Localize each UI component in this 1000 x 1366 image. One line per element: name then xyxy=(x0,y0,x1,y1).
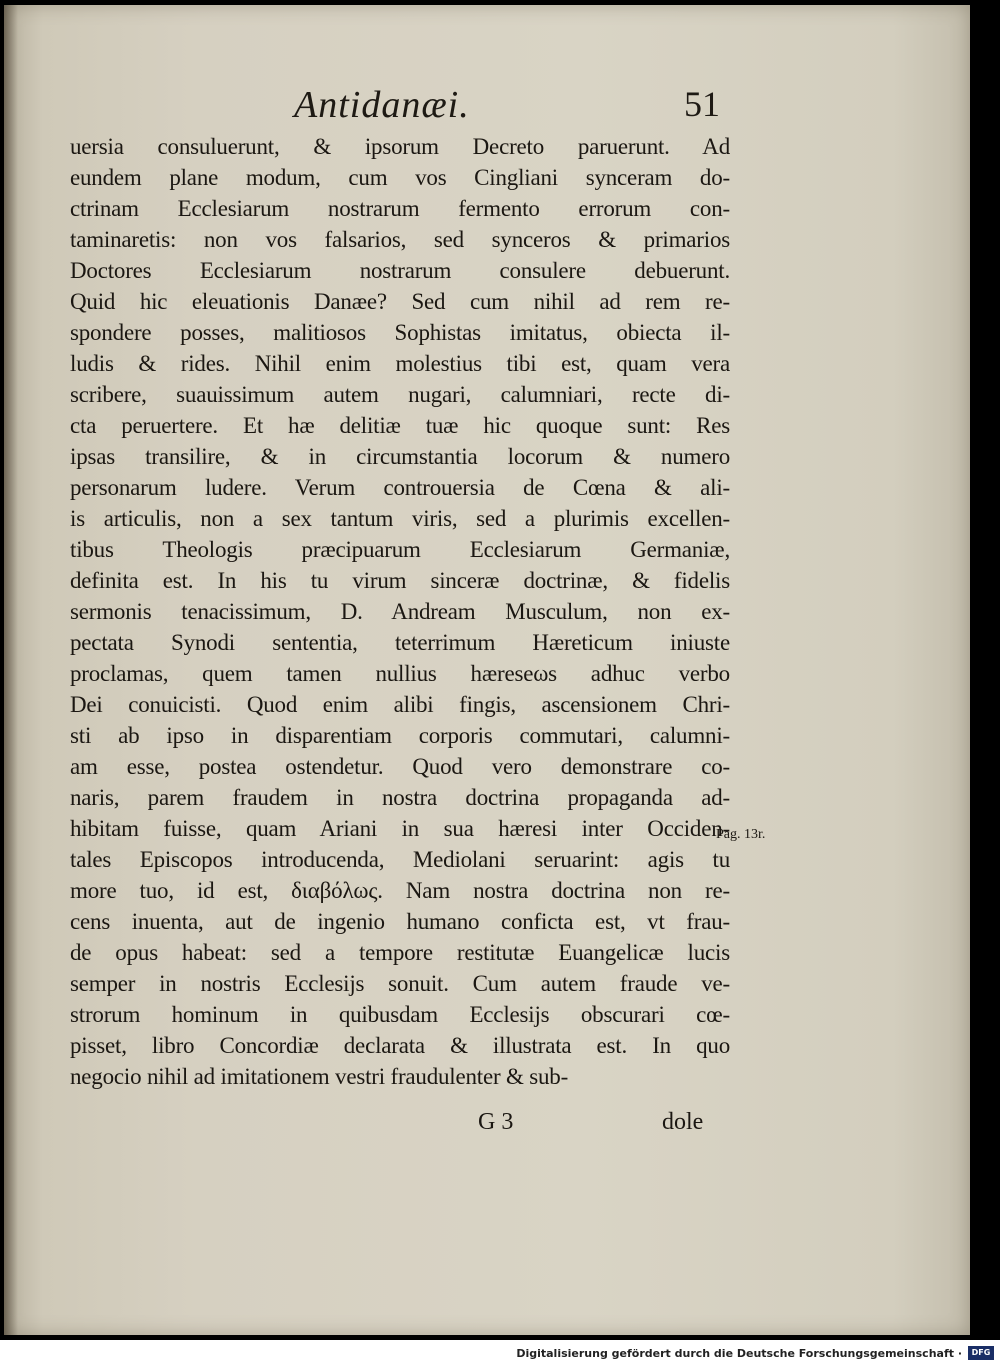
text-line: semper in nostris Ecclesijs sonuit. Cum autem fraude ve- xyxy=(70,971,730,996)
text-line: is articulis, non a sex tantum viris, sed a plurimis excellen- xyxy=(70,506,730,531)
text-line: Doctores Ecclesiarum nostrarum consulere debuerunt. xyxy=(70,258,730,283)
text-line: de opus habeat: sed a tempore restitutæ Euangelicæ lucis xyxy=(70,940,730,965)
text-line: negocio nihil ad imitationem vestri fraudulenter & sub- xyxy=(70,1064,569,1089)
catchword: dole xyxy=(662,1109,704,1135)
text-line: cta peruertere. Et hæ delitiæ tuæ hic quoque sunt: Res xyxy=(70,413,730,438)
page-header xyxy=(4,77,970,137)
text-line: spondere posses, malitiosos Sophistas imitatus, obiecta il- xyxy=(70,320,730,345)
funding-credit: Digitalisierung gefördert durch die Deutsche Forschungsgemeinschaft · xyxy=(516,1347,962,1360)
body-text xyxy=(70,131,730,1092)
text-line: ctrinam Ecclesiarum nostrarum fermento errorum con- xyxy=(70,196,730,221)
text-line: Quid hic eleuationis Danæe? Sed cum nihil ad rem re- xyxy=(70,289,730,314)
text-line: sermonis tenacissimum, D. Andream Musculum, non ex- xyxy=(70,599,730,624)
text-line: hibitam fuisse, quam Ariani in sua hæresi inter Occiden- xyxy=(70,816,730,841)
text-line: proclamas, quem tamen nullius hæreseωs adhuc verbo xyxy=(70,661,730,686)
running-head: Antidanæi. xyxy=(294,84,470,126)
text-line: Dei conuicisti. Quod enim alibi fingis, ascensionem Chri- xyxy=(70,692,730,717)
text-line: ipsas transilire, & in circumstantia locorum & numero xyxy=(70,444,730,469)
text-line: scribere, suauissimum autem nugari, calumniari, recte di- xyxy=(70,382,730,407)
text-line: naris, parem fraudem in nostra doctrina propaganda ad- xyxy=(70,785,730,810)
text-line: sti ab ipso in disparentiam corporis commutari, calumni- xyxy=(70,723,730,748)
book-page xyxy=(4,5,970,1335)
text-line: personarum ludere. Verum controuersia de Cœna & ali- xyxy=(70,475,730,500)
dfg-logo: DFG xyxy=(968,1346,994,1360)
text-line: pisset, libro Concordiæ declarata & illustrata est. In quo xyxy=(70,1033,730,1058)
text-line: pectata Synodi sententia, teterrimum Hæreticum iniuste xyxy=(70,630,730,655)
text-line: more tuo, id est, διαβόλως. Nam nostra doctrina non re- xyxy=(70,878,730,903)
page-number: 51 xyxy=(684,84,720,124)
signature-mark: G 3 xyxy=(478,1109,514,1135)
text-line: eundem plane modum, cum vos Cingliani synceram do- xyxy=(70,165,730,190)
text-line: uersia consuluerunt, & ipsorum Decreto paruerunt. Ad xyxy=(70,134,730,159)
text-line: definita est. In his tu virum sinceræ doctrinæ, & fidelis xyxy=(70,568,730,593)
text-line: ludis & rides. Nihil enim molestius tibi est, quam vera xyxy=(70,351,730,376)
text-line: cens inuenta, aut de ingenio humano conficta est, vt frau- xyxy=(70,909,730,934)
footer-bar xyxy=(0,1340,1000,1366)
text-line: am esse, postea ostendetur. Quod vero demonstrare co- xyxy=(70,754,730,779)
text-line: tibus Theologis præcipuarum Ecclesiarum Germaniæ, xyxy=(70,537,730,562)
text-line: strorum hominum in quibusdam Ecclesijs obscurari cœ- xyxy=(70,1002,730,1027)
text-line: taminaretis: non vos falsarios, sed synceros & primarios xyxy=(70,227,730,252)
marginal-note: Pag. 13r. xyxy=(716,827,766,842)
text-line: tales Episcopos introducenda, Mediolani seruarint: agis tu xyxy=(70,847,730,872)
